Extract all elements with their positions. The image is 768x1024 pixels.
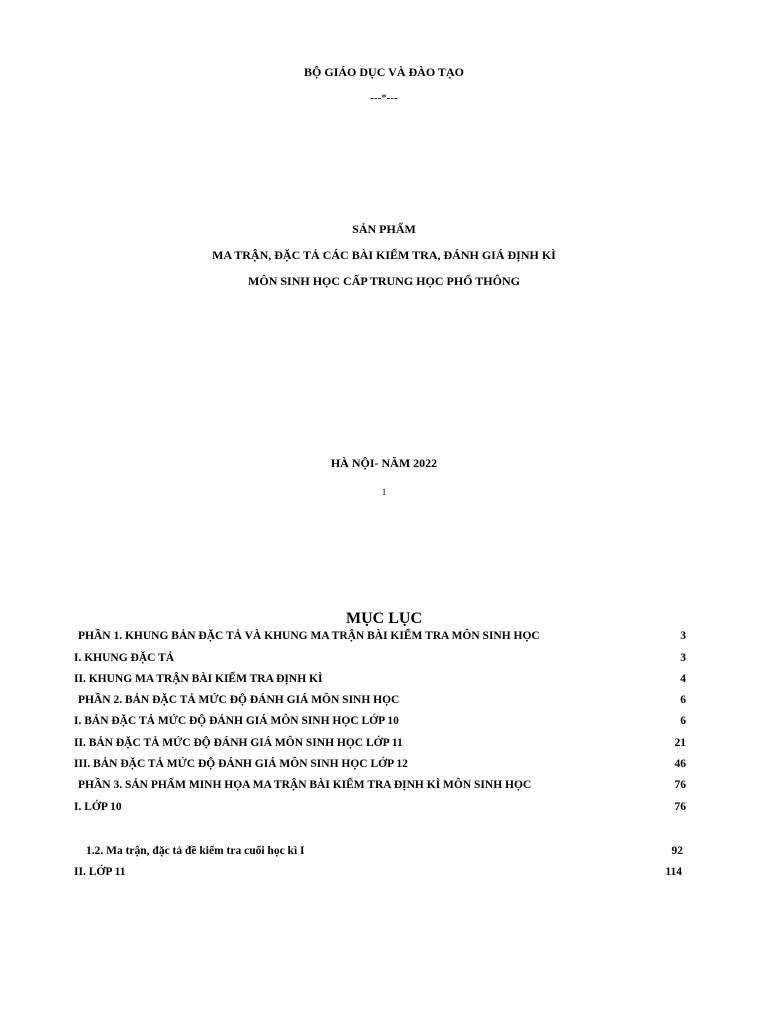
- toc-entry-page: 3: [680, 652, 686, 664]
- document-title-line-1: MA TRẬN, ĐẶC TẢ CÁC BÀI KIỂM TRA, ĐÁNH GIÁ ĐỊNH KÌ: [212, 248, 556, 262]
- toc-entry-page: 76: [674, 801, 686, 813]
- toc-entry-page: 114: [665, 866, 682, 878]
- toc-entry-page: 76: [674, 779, 686, 791]
- toc-entry-page: 6: [680, 715, 686, 727]
- toc-entry-label: PHẦN 1. KHUNG BẢN ĐẶC TẢ VÀ KHUNG MA TRẬN BÀI KIỂM TRA MÔN SINH HỌC: [78, 630, 540, 642]
- toc-entry-label: III. BẢN ĐẶC TẢ MỨC ĐỘ ĐÁNH GIÁ MÔN SINH HỌC LỚP 12: [74, 758, 408, 770]
- toc-entry-page: 6: [680, 694, 686, 706]
- toc-entry-label: II. BẢN ĐẶC TẢ MỨC ĐỘ ĐÁNH GIÁ MÔN SINH HỌC LỚP 11: [74, 737, 403, 749]
- product-label: SẢN PHẨM: [352, 222, 416, 236]
- toc-entry-page: 46: [674, 758, 686, 770]
- toc-entry-label: I. KHUNG ĐẶC TẢ: [74, 652, 175, 664]
- toc-entry-label: I. LỚP 10: [74, 801, 122, 813]
- toc-entry-page: 92: [671, 845, 683, 857]
- toc-entry-label: II. KHUNG MA TRẬN BÀI KIỂM TRA ĐỊNH KÌ: [74, 673, 323, 685]
- separator: ---*---: [370, 92, 398, 104]
- toc-entry-page: 4: [680, 673, 686, 685]
- document-title-line-2: MÔN SINH HỌC CẤP TRUNG HỌC PHỔ THÔNG: [248, 274, 520, 288]
- toc-entry-label: I. BẢN ĐẶC TẢ MỨC ĐỘ ĐÁNH GIÁ MÔN SINH HỌC LỚP 10: [74, 715, 399, 727]
- toc-entry-label: PHẦN 2. BẢN ĐẶC TẢ MỨC ĐỘ ĐÁNH GIÁ MÔN SINH HỌC: [78, 694, 400, 706]
- ministry-name: BỘ GIÁO DỤC VÀ ĐÀO TẠO: [304, 65, 464, 79]
- page-number: 1: [381, 487, 387, 497]
- toc-title: MỤC LỤC: [346, 610, 422, 627]
- toc-entry-page: 3: [680, 630, 686, 642]
- toc-entry-label: 1.2. Ma trận, đặc tả đề kiểm tra cuối học kì I: [86, 845, 305, 857]
- toc-entry-label: II. LỚP 11: [74, 866, 126, 878]
- toc-entry-label: PHẦN 3. SẢN PHẨM MINH HỌA MA TRẬN BÀI KIỂM TRA ĐỊNH KÌ MÔN SINH HỌC: [78, 779, 532, 791]
- place-year: HÀ NỘI- NĂM 2022: [330, 456, 438, 470]
- toc-entry-page: 21: [674, 737, 686, 749]
